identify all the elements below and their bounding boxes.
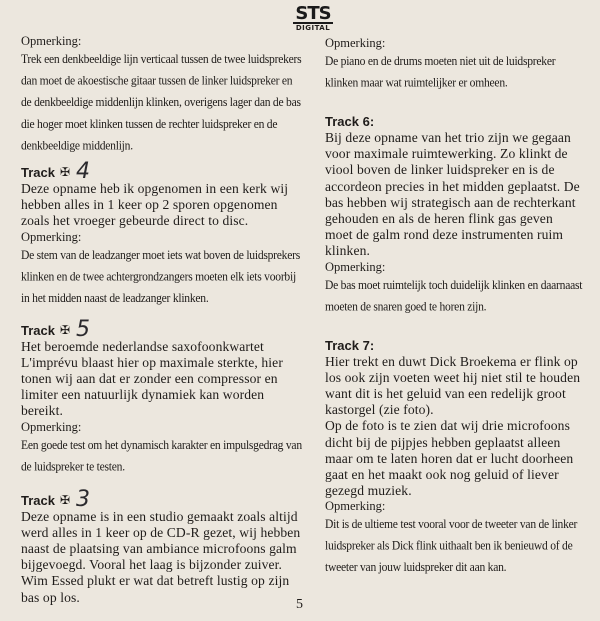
track-3-section xyxy=(21,486,303,606)
track-7-heading: Track 7: xyxy=(325,337,375,353)
intro-note-text: Trek een denkbeeldige lijn verticaal tussen de twee luidsprekers dan moet de akoestische gitaar tussen de linker luidspreker en de denkbeeldige middenlijn klinken, overigens lager dan de bas die hoger moet klinken tussen de rechter luidspreker en de denkbeeldige middenlijn. xyxy=(21,52,302,153)
track-6-heading: Track 6: xyxy=(325,114,375,129)
intro-note-label: Opmerking: xyxy=(325,36,386,50)
track-5-heading xyxy=(21,316,303,342)
track-4-body: Deze opname heb ik opgenomen in een kerk wij hebben alles in 1 keer op 2 sporen opgenomen zoals het vroeger gebeurde direct to disc. xyxy=(21,181,289,229)
track-4-note: De stem van de leadzanger moet iets wat boven de luidsprekers klinken en de twee achtergrondzangers moeten elk iets voorbij in het midden naast de leadzanger klinken. xyxy=(21,247,300,306)
left-column xyxy=(21,34,303,606)
track-label: Track xyxy=(21,165,55,180)
track-4-section xyxy=(21,159,303,306)
track-5-note-label: Opmerking: xyxy=(21,419,82,434)
track-6-note-label: Opmerking: xyxy=(325,259,386,274)
track-5-note: Een goede test om het dynamisch karakter en impulsgedrag van de luidspreker te testen. xyxy=(21,437,302,474)
logo-mark: STS xyxy=(295,3,331,24)
handwritten-track-number: 3 xyxy=(76,486,91,512)
track-5-body: Het beroemde nederlandse saxofoonkwartet L'imprévu blaast hier op maximale sterkte, hier tonen wij aan dat er zonder een compressor en limiter een natuurlijk dynamiek kan worden bereikt. xyxy=(21,338,283,419)
track-7-note: Dit is de ultieme test vooral voor de tweeter van de linker luidspreker als Dick flink uithaalt ben ik benieuwd of de tweeter van jouw luidspreker dit aan kan. xyxy=(325,517,578,575)
track-3-body: Deze opname is in een studio gemaakt zoals altijd werd alles in 1 keer op de CD-R gezet, wij hebben naast de plaatsing van ambiance microfoons galm bijgevoegd. Vooral het laag is bijzonder zuiver. Wim Essed plukt er wat dat betreft lustig op zijn bas op los. xyxy=(21,508,301,605)
handwritten-track-number: 4 xyxy=(76,159,91,184)
handwritten-track-number: 5 xyxy=(76,316,91,342)
track-7-body: Hier trekt en duwt Dick Broekema er flink op los ook zijn voeten weet hij niet stil te houden want dit is het geluid van een redelijk groot kastorgel (zie foto). xyxy=(325,353,581,418)
track-4-note-label: Opmerking: xyxy=(21,229,82,244)
crossed-out-mark-icon: ✠ xyxy=(59,165,71,179)
track-6-section xyxy=(325,113,583,315)
track-label: Track xyxy=(21,492,55,508)
track-6-note: De bas moet ruimtelijk toch duidelijk klinken en daarnaast moeten de snaren goed te horen zijn. xyxy=(325,277,583,314)
track-label: Track xyxy=(21,322,55,338)
track-7-body-2: Op de foto is te zien dat wij drie microfoons dicht bij de pijpjes hebben geplaatst alleen maar om te laten horen dat er lucht doorheen gaat en het maakt ook nog geluid of liever gezegd muziek. xyxy=(325,418,574,499)
sts-digital-logo xyxy=(290,3,336,33)
crossed-out-mark-icon: ✠ xyxy=(59,322,71,337)
intro-note-text: De piano en de drums moeten niet uit de luidspreker klinken maar wat ruimtelijker er omheen. xyxy=(325,54,556,90)
track-5-section xyxy=(21,316,303,475)
track-7-note-label: Opmerking: xyxy=(325,499,386,514)
page-number: 5 xyxy=(296,597,303,612)
intro-note-label: Opmerking: xyxy=(21,34,82,48)
crossed-out-mark-icon: ✠ xyxy=(59,492,71,507)
logo-subtitle: DIGITAL xyxy=(295,24,331,32)
track-7-section xyxy=(325,337,583,575)
right-column xyxy=(325,36,583,574)
track-6-body: Bij deze opname van het trio zijn we gegaan voor maximale ruimtewerking. Zo klinkt de viool boven de linker luidspreker en is de accordeon precies in het midden geplaatst. De bas hebben wij strategisch aan de rechterkant gehouden en als de heren flink gas geven moet de galm rond deze instrumenten ruim klinken. xyxy=(325,130,580,259)
track-4-heading xyxy=(21,159,303,184)
track-3-heading xyxy=(21,486,303,512)
